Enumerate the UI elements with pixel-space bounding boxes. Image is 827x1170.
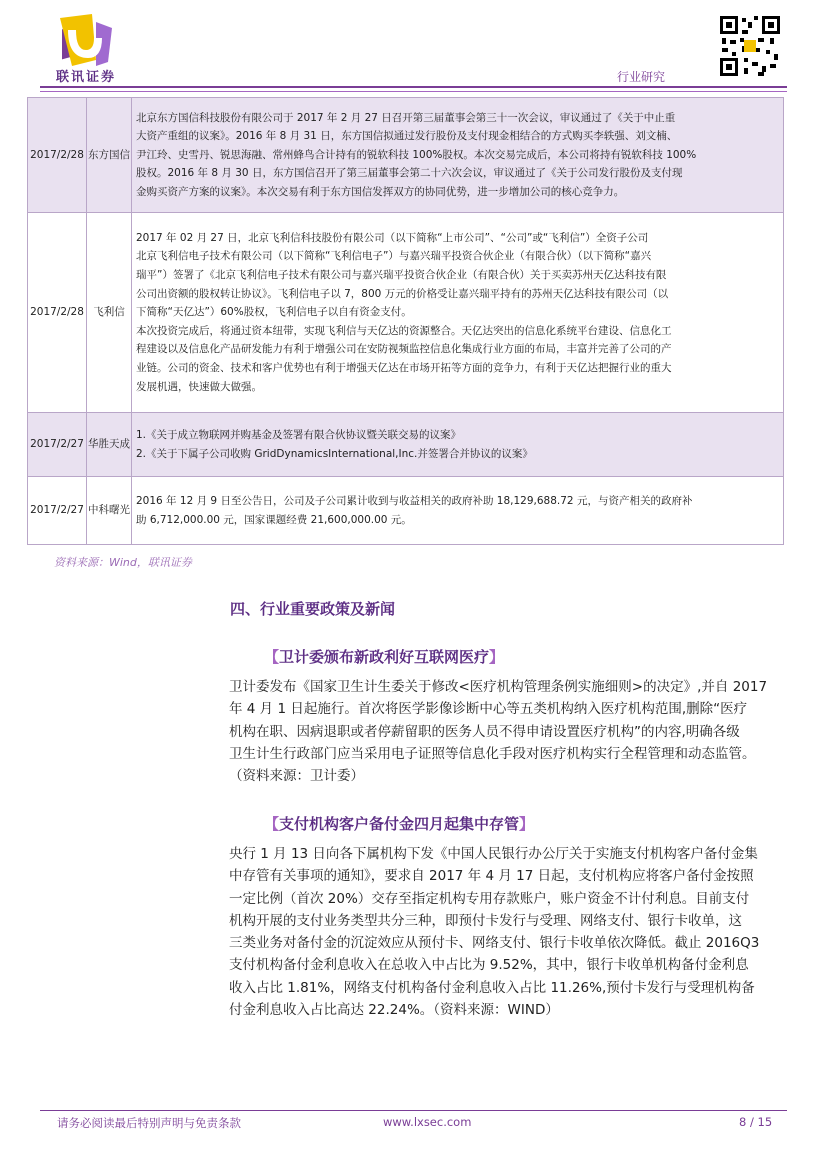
event-description <box>132 477 784 545</box>
description-line: 业链。公司的资金、技术和客户优势也有利于增强天亿达在市场开拓等方面的竞争力，有利于天亿达把握行业的重大 <box>136 361 672 374</box>
news-title-2: 【支付机构客户备付金四月起集中存管】 <box>264 815 535 833</box>
event-description <box>132 213 784 413</box>
paragraph-line: （资料来源：卫计委） <box>229 768 364 785</box>
description-line: 2.《关于下属子公司收购 GridDynamicsInternational,Inc.并签署合并协议的议案》 <box>136 447 533 460</box>
paragraph-line: 收入占比 1.81%，网络支付机构备付金利息收入占比 11.26%,预付卡发行与受理机构备 <box>229 979 755 996</box>
events-table <box>27 97 784 545</box>
paragraph-line: 付金利息收入占比高达 22.24%。（资料来源：WIND） <box>229 1002 559 1019</box>
description-line: 下简称“天亿达”）60%股权，飞利信电子以自有资金支付。 <box>136 306 412 319</box>
description-line: 北京飞利信电子技术有限公司（以下简称“飞利信电子”）与嘉兴瑞平投资合伙企业（有限合伙）（以下简称“嘉兴 <box>136 250 652 263</box>
page-number: 8 / 15 <box>739 1115 773 1129</box>
report-category: 行业研究 <box>617 70 666 84</box>
event-date: 2017/2/28 <box>28 213 87 413</box>
description-line: 大资产重组的议案》。2016 年 8 月 31 日，东方国信拟通过发行股份及支付现金相结合的方式购买李轶强、刘文楠、 <box>136 130 678 143</box>
event-date: 2017/2/27 <box>28 477 87 545</box>
news-title-text: 卫计委颁布新政利好互联网医疗 <box>279 648 490 666</box>
description-line: 股权。2016 年 8 月 30 日，东方国信召开了第三届董事会第二十六次会议，审议通过了《关于公司发行股份及支付现 <box>136 167 683 180</box>
paragraph-line: 机构开展的支付业务类型共分三种，即预付卡发行与受理、网络支付、银行卡收单，这 <box>229 912 742 929</box>
event-description <box>132 413 784 477</box>
paragraph-line: 年 4 月 1 日起施行。首次将医学影像诊断中心等五类机构纳入医疗机构范围,删除“医疗 <box>229 701 748 718</box>
paragraph-line: 三类业务对备付金的沉淀效应从预付卡、网络支付、银行卡收单依次降低。截止 2016Q3 <box>229 935 760 952</box>
footer-divider <box>40 1110 787 1111</box>
description-line: 瑞平”）签署了《北京飞利信电子技术有限公司与嘉兴瑞平投资合伙企业（有限合伙）关于买卖苏州天亿达科技有限 <box>136 269 667 282</box>
description-line: 发展机遇，快速做大做强。 <box>136 380 262 393</box>
description-line: 尹江玲、史雪丹、锐思海融、常州蜂鸟合计持有的锐软科技 100%股权。本次交易完成后，本公司将持有锐软科技 100% <box>136 148 697 161</box>
news-body-2 <box>229 843 794 1021</box>
footer-disclaimer-link[interactable]: 请务必阅读最后特别声明与免责条款 <box>57 1116 241 1130</box>
description-line: 程建设以及信息化产品研发能力有利于增强公司在安防视频监控信息化集成行业方面的布局，丰富并完善了公司的产 <box>136 343 672 356</box>
news-title-1: 【卫计委颁布新政利好互联网医疗】 <box>264 648 505 666</box>
description-line: 1.《关于成立物联网并购基金及签署有限合伙协议暨关联交易的议案》 <box>136 428 462 441</box>
news-title-text: 支付机构客户备付金四月起集中存管 <box>279 815 520 833</box>
description-line: 本次投资完成后，将通过资本纽带，实现飞利信与天亿达的资源整合。天亿达突出的信息化系统平台建设、信息化工 <box>136 324 672 337</box>
description-line: 公司出资额的股权转让协议》。飞利信电子以 7，800 万元的价格受让嘉兴瑞平持有的苏州天亿达科技有限公司（以 <box>136 287 669 300</box>
paragraph-line: 一定比例（首次 20%）交存至指定机构专用存款账户，账户资金不计付利息。目前支付 <box>229 890 750 907</box>
company-name: 飞利信 <box>87 213 132 413</box>
table-source: 资料来源：Wind，联讯证券 <box>54 556 192 569</box>
description-line: 助 6,712,000.00 元，国家课题经费 21,600,000.00 元。 <box>136 513 412 526</box>
table-row <box>28 213 784 413</box>
description-line: 2017 年 02 月 27 日，北京飞利信科技股份有限公司（以下简称“上市公司”、“公司”或“飞利信”）全资子公司 <box>136 231 649 244</box>
section-title: 四、行业重要政策及新闻 <box>230 600 396 618</box>
company-name: 中科曙光 <box>87 477 132 545</box>
news-body-1 <box>229 676 794 787</box>
table-row <box>28 98 784 213</box>
company-name: 东方国信 <box>87 98 132 213</box>
company-name: 华胜天成 <box>87 413 132 477</box>
paragraph-line: 央行 1 月 13 日向各下属机构下发《中国人民银行办公厅关于实施支付机构客户备付金集 <box>229 846 758 862</box>
description-line: 北京东方国信科技股份有限公司于 2017 年 2 月 27 日召开第三届董事会第三十一次会议，审议通过了《关于中止重 <box>136 111 676 124</box>
event-description <box>132 98 784 213</box>
description-line: 2016 年 12 月 9 日至公告日，公司及子公司累计收到与收益相关的政府补助 18,129,688.72 元，与资产相关的政府补 <box>136 494 693 507</box>
event-date: 2017/2/28 <box>28 98 87 213</box>
paragraph-line: 卫生计生行政部门应当采用电子证照等信息化手段对医疗机构实行全程管理和动态监管。 <box>229 745 756 762</box>
header-divider-thin <box>40 91 787 92</box>
table-row <box>28 413 784 477</box>
table-row <box>28 477 784 545</box>
footer-website-link[interactable]: www.lxsec.com <box>383 1115 472 1129</box>
paragraph-line: 中存管有关事项的通知》，要求自 2017 年 4 月 17 日起，支付机构应将客户备付金按照 <box>229 868 754 885</box>
header-divider <box>40 86 787 88</box>
paragraph-line: 机构在职、因病退职或者停薪留职的医务人员不得申请设置医疗机构”的内容,明确各级 <box>229 723 740 740</box>
brand-name: 联讯证券 <box>56 70 117 85</box>
description-line: 金购买资产方案的议案》。本次交易有利于东方国信发挥双方的协同优势，进一步增加公司的核心竞争力。 <box>136 185 625 198</box>
paragraph-line: 卫计委发布《国家卫生计生委关于修改<医疗机构管理条例实施细则>的决定》,并自 2017 <box>229 679 768 695</box>
qr-code-icon <box>718 14 782 78</box>
event-date: 2017/2/27 <box>28 413 87 477</box>
paragraph-line: 支付机构备付金利息收入在总收入中占比为 9.52%，其中，银行卡收单机构备付金利息 <box>229 957 749 974</box>
